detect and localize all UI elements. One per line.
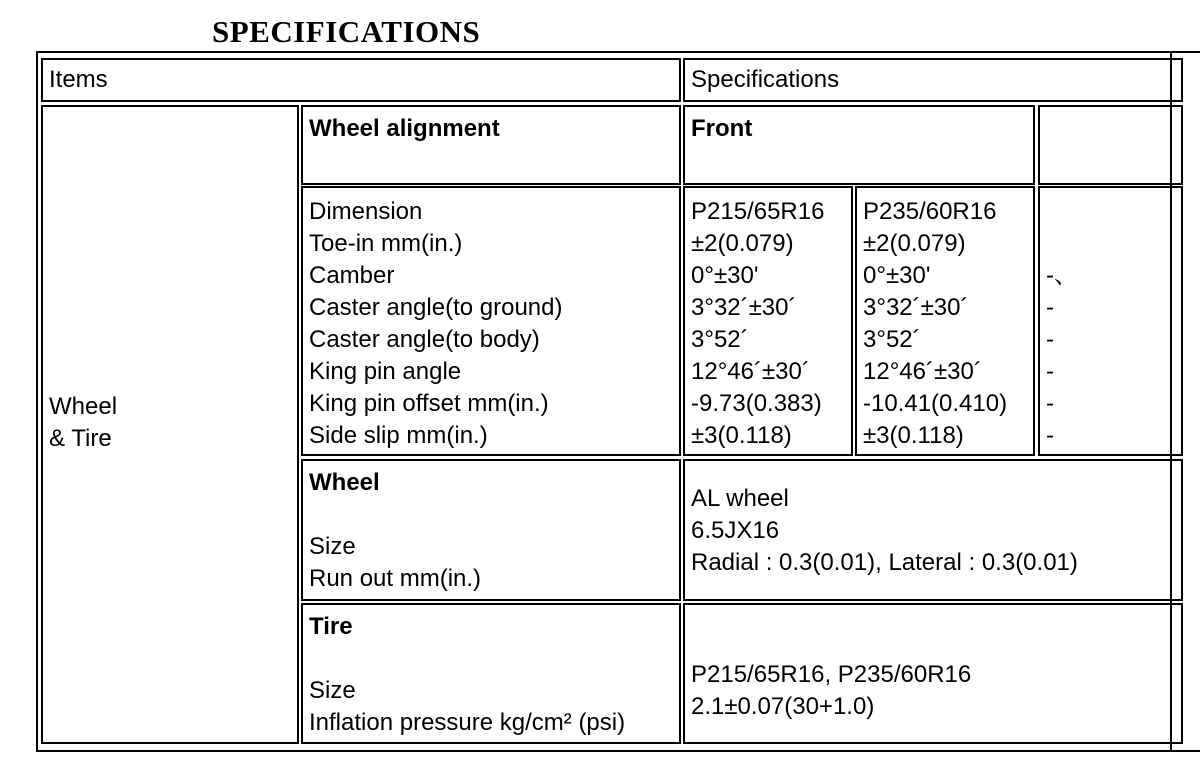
alignment-col2-cell [855, 186, 1035, 456]
alignment-subheading: Front [691, 115, 753, 142]
alignment-heading: Wheel alignment [309, 115, 500, 142]
label-camber: Camber [309, 262, 395, 289]
value-cell: ±2(0.079) [863, 230, 966, 257]
value-cell: - [1046, 390, 1054, 417]
header-items: Items [49, 66, 108, 93]
page-title: SPECIFICATIONS [212, 14, 481, 49]
value-cell: - [1046, 358, 1054, 385]
value-cell: - [1046, 422, 1054, 449]
wheel-heading: Wheel [309, 469, 380, 496]
label-caster-ground: Caster angle(to ground) [309, 294, 563, 321]
value-cell: -10.41(0.410) [863, 390, 1008, 417]
alignment-col3 [1046, 260, 1078, 452]
label-king-pin-angle: King pin angle [309, 358, 462, 385]
value-cell: P235/60R16 [863, 198, 997, 225]
alignment-labels [309, 196, 562, 452]
group-line-1: Wheel [49, 393, 118, 420]
alignment-heading-cell [301, 105, 681, 185]
value-cell: - [1046, 294, 1054, 321]
alignment-subheading-cell [683, 105, 1035, 185]
alignment-labels-cell [301, 186, 681, 456]
tire-values [691, 659, 971, 723]
tire-heading: Tire [309, 613, 353, 640]
alignment-col1 [691, 196, 824, 452]
label-king-pin-offset: King pin offset mm(in.) [309, 390, 549, 417]
label-side-slip: Side slip mm(in.) [309, 422, 488, 449]
label-toe-in: Toe-in mm(in.) [309, 230, 463, 257]
tire-label-pressure: Inflation pressure kg/cm² (psi) [309, 709, 626, 736]
tire-values-cell [683, 603, 1183, 744]
value-cell: 0°±30' [863, 262, 931, 289]
header-specifications-cell [683, 58, 1183, 102]
value-cell: -9.73(0.383) [691, 390, 822, 417]
tire-label-size: Size [309, 677, 356, 704]
value-cell: P215/65R16 [691, 198, 825, 225]
wheel-labels-cell [301, 459, 681, 601]
alignment-col1-cell [683, 186, 853, 456]
group-line-2: & Tire [49, 425, 112, 452]
value-cell: 3°32´±30´ [863, 294, 969, 321]
group-cell [41, 105, 299, 744]
value-cell: 3°32´±30´ [691, 294, 797, 321]
value-cell: 3°52´ [863, 326, 921, 353]
alignment-col2 [863, 196, 1007, 452]
alignment-col3-cell [1038, 186, 1183, 456]
wheel-runout: Radial : 0.3(0.01), Lateral : 0.3(0.01) [691, 549, 1078, 576]
value-cell: ±3(0.118) [691, 422, 792, 449]
wheel-values [691, 483, 1078, 579]
value-cell: ±3(0.118) [863, 422, 964, 449]
value-cell: 3°52´ [691, 326, 749, 353]
tire-size: P215/65R16, P235/60R16 [691, 661, 972, 688]
value-cell: 12°46´±30´ [691, 358, 810, 385]
tire-pressure: 2.1±0.07(30+1.0) [691, 693, 875, 720]
wheel-label-runout: Run out mm(in.) [309, 565, 482, 592]
value-cell: 12°46´±30´ [863, 358, 982, 385]
value-cell: - [1046, 326, 1054, 353]
value-cell: ±2(0.079) [691, 230, 794, 257]
alignment-rear-cell [1038, 105, 1183, 185]
tire-labels-cell [301, 603, 681, 744]
wheel-type: AL wheel [691, 485, 789, 512]
header-specifications: Specifications [691, 66, 840, 93]
value-cell: -、 [1046, 262, 1078, 289]
value-cell: 0°±30' [691, 262, 759, 289]
label-caster-body: Caster angle(to body) [309, 326, 540, 353]
label-dimension: Dimension [309, 198, 423, 225]
wheel-size: 6.5JX16 [691, 517, 780, 544]
wheel-values-cell [683, 459, 1183, 601]
wheel-label-size: Size [309, 533, 356, 560]
header-items-cell [41, 58, 681, 102]
